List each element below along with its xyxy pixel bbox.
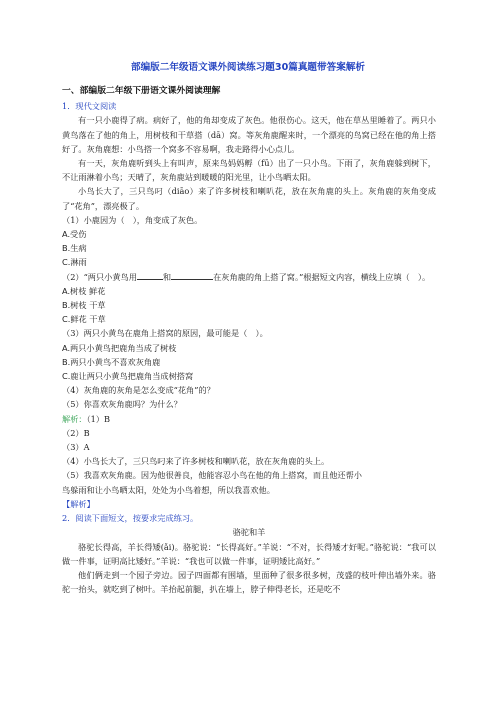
story-paragraph-2: 他们俩走到一个园子旁边。园子四面都有围墙，里面种了很多很多树，茂盛的枝叶伸出墙外来。骆驼一抬头，就吃到了树叶。羊抬起前腿，扒在墙上，脖子伸得老长，还是吃不 (62, 569, 436, 595)
document-title: 部编版二年级语文课外阅读练习题30篇真题带答案解析 (130, 62, 365, 73)
sub-question-2-part-a: （2）“两只小黄鸟用 (62, 271, 137, 282)
analysis-label: 【解析】 (62, 498, 95, 509)
option-3a: A.两只小黄鸟把鹿角当成了树枝 (62, 342, 177, 353)
answer-2: （2）B (62, 427, 90, 438)
sub-question-2-part-c: 在灰角鹿的角上搭了窝。”根据短文内容，横线上应填（ ）。 (213, 271, 431, 282)
option-3c: C.鹿让两只小黄鸟把鹿角当成树搭窝 (62, 371, 194, 382)
document-body (62, 84, 436, 596)
sub-question-4: （4）灰角鹿的灰角是怎么变成“花角”的？ (62, 385, 215, 396)
option-2c: C.鲜花 干草 (62, 314, 106, 325)
sub-question-2 (62, 270, 436, 284)
passage-paragraph-3: 小鸟长大了，三只鸟叼（diāo）来了许多树枝和喇叭花，放在灰角鹿的头上。灰角鹿的灰角变成了“花角”，漂亮极了。 (62, 186, 436, 211)
option-2b: B.树枝 干草 (62, 300, 106, 311)
sub-question-5: （5）你喜欢灰角鹿吗？为什么？ (62, 399, 182, 410)
section-heading: 一、部编版二年级下册语文课外阅读理解 (62, 86, 221, 96)
sub-question-1: （1）小鹿因为（ ），角变成了灰色。 (62, 214, 203, 225)
story-paragraph-1: 骆驼长得高，羊长得矮(ǎi)。骆驼说：“长得高好。”羊说：“不对，长得矮才好呢。”骆驼说：“我可以做一件事，证明高比矮好。”羊说：“我也可以做一件事，证明矮比高好。” (62, 541, 436, 566)
answer-1: （1）B (86, 413, 111, 424)
option-1b: B.生病 (62, 243, 87, 254)
option-1c: C.淋雨 (62, 257, 87, 268)
blank-1 (137, 270, 163, 280)
option-3b: B.两只小黄鸟不喜欢灰角鹿 (62, 356, 161, 367)
option-2a: A.树枝 鲜花 (62, 285, 106, 296)
sub-question-2-part-b: 和 (162, 271, 172, 282)
answer-4: （4）小鸟长大了，三只鸟叼来了许多树枝和喇叭花，放在灰角鹿的头上。 (62, 456, 330, 467)
answer-line-1 (62, 412, 436, 426)
story-title: 骆驼和羊 (232, 527, 266, 538)
passage-paragraph-2: 有一天，灰角鹿听到头上有叫声，原来鸟妈妈孵（fū）出了一只小鸟。下雨了，灰角鹿躲到树下，不让雨淋着小鸟；天晴了，灰角鹿站到暖暖的阳光里，让小鸟晒太阳。 (62, 158, 436, 183)
question-2-label: 2．阅读下面短文，按要求完成练习。 (62, 513, 199, 524)
answer-label: 解析： (62, 413, 87, 424)
answer-5-line-2: 鸟躲雨和让小鸟晒太阳，处处为小鸟着想，所以我喜欢他。 (62, 484, 275, 495)
answer-5-line-1: （5）我喜欢灰角鹿。因为他很善良，他能容忍小鸟在他的角上搭窝，而且他还帮小 (62, 470, 362, 481)
option-1a: A.受伤 (62, 229, 87, 240)
blank-2 (171, 270, 213, 280)
passage-paragraph-1: 有一只小鹿得了病。病好了，他的角却变成了灰色。他很伤心。这天，他在草丛里睡着了。两只小黄鸟落在了他的角上，用树枝和干草搭（dā）窝。等灰角鹿醒来时，一个漂亮的鸟窝已经在他的角上搭好了。灰角鹿想：小鸟搭一个窝多不容易啊，我走路得小心点儿。 (62, 115, 436, 154)
sub-question-3: （3）两只小黄鸟在鹿角上搭窝的原因，最可能是（ ）。 (62, 328, 268, 339)
answer-3: （3）A (62, 442, 90, 453)
question-1-label: 1．现代文阅读 (62, 101, 117, 112)
